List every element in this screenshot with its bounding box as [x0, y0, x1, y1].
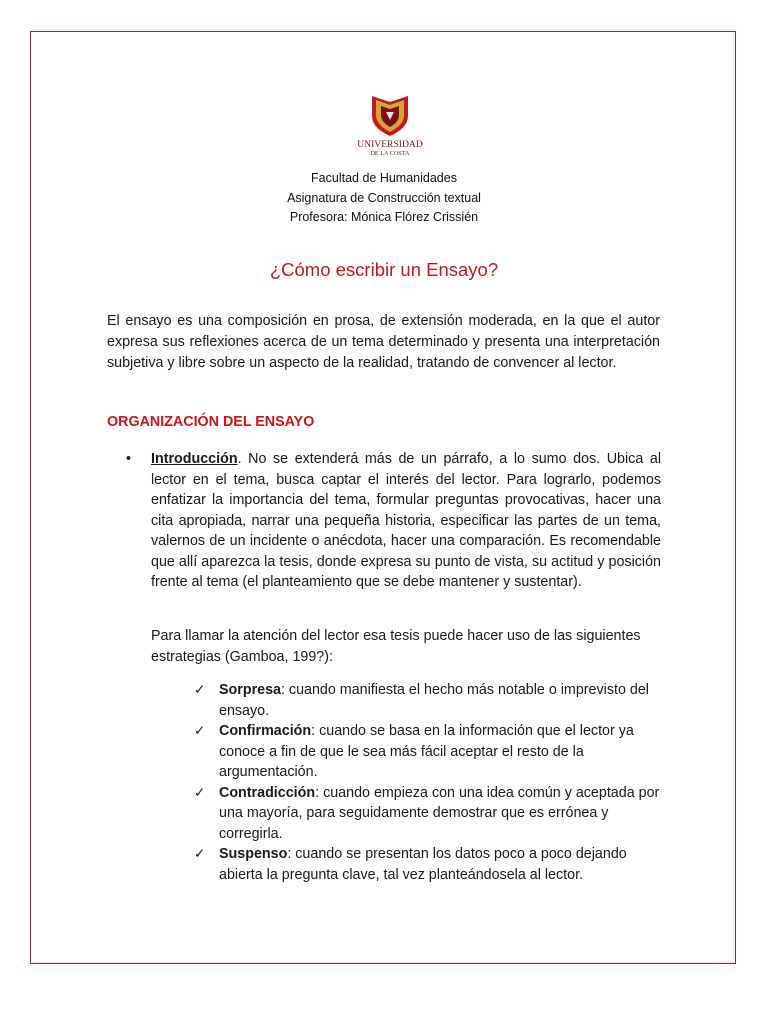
strategy-text: : cuando manifiesta el hecho más notable o imprevisto del ensayo. [219, 682, 649, 719]
section-heading: ORGANIZACIÓN DEL ENSAYO [107, 414, 315, 430]
strategies-intro: Para llamar la atención del lector esa tesis puede hacer uso de las siguientes estrategias (Gamboa, 199?): [151, 628, 641, 665]
strategy-text: : cuando se presentan los datos poco a poco dejando abierta la pregunta clave, tal vez planteándosela al lector. [219, 846, 627, 883]
strategy-text: : cuando empieza con una idea común y aceptada por una mayoría, para seguidamente demostrar que es errónea y corregirla. [219, 784, 660, 842]
checkmark-icon: ✓ [194, 682, 206, 697]
shield-crest-icon [357, 92, 423, 162]
bullet-body: . No se extenderá más de un párrafo, a lo sumo dos. Ubica al lector en el tema, busca captar el interés del lector. Para lograrlo, podemos enfatizar la importancia del tema, formular preguntas provocativas, hacer una cita apropiada, narrar una pequeña historia, especificar las partes de un tema, valernos de un incidente o anécdota, hacer una comparación. Es recomendable que allí aparezca la tesis, donde expresa su punto de vista, su actitud y posición frente al tema (el planteamiento que se debe mantener y sustentar). [151, 451, 661, 590]
professor-line: Profesora: Mónica Flórez Crissién [289, 210, 479, 224]
strategy-item-sorpresa [194, 680, 664, 721]
strategy-text: : cuando se basa en la información que el lector ya conoce a fin de que le sea más fácil aceptar el resto de la argumentación. [219, 723, 634, 780]
strategy-list [194, 680, 664, 885]
checkmark-icon: ✓ [194, 723, 206, 738]
bullet-dot-icon: • [126, 451, 132, 467]
logo-name-line1: UNIVERSIDAD [357, 139, 423, 150]
document-header [0, 169, 768, 228]
strategy-item-confirmacion [194, 721, 664, 783]
bullet-text [151, 449, 661, 593]
strategy-term: Suspenso [219, 846, 288, 862]
university-logo [357, 92, 423, 162]
faculty-line: Facultad de Humanidades [311, 171, 457, 185]
intro-paragraph: El ensayo es una composición en prosa, de extensión moderada, en la que el autor expresa sus reflexiones acerca de un tema determinado y presenta una interpretación subjetiva y libre sobre un aspecto de la realidad, tratando de convencer al lector. [107, 313, 660, 371]
bullet-term: Introducción [151, 451, 238, 467]
strategy-item-suspenso [194, 844, 664, 885]
checkmark-icon: ✓ [194, 784, 206, 800]
strategy-term: Sorpresa [219, 682, 281, 698]
checkmark-icon: ✓ [194, 846, 206, 861]
logo-name-line2: DE LA COSTA [370, 150, 410, 157]
strategy-term: Confirmación [219, 723, 312, 739]
subject-line: Asignatura de Construcción textual [287, 190, 481, 205]
strategy-item-contradiccion [194, 783, 664, 845]
document-title: ¿Cómo escribir un Ensayo? [269, 259, 499, 280]
strategy-term: Contradicción [219, 784, 316, 801]
